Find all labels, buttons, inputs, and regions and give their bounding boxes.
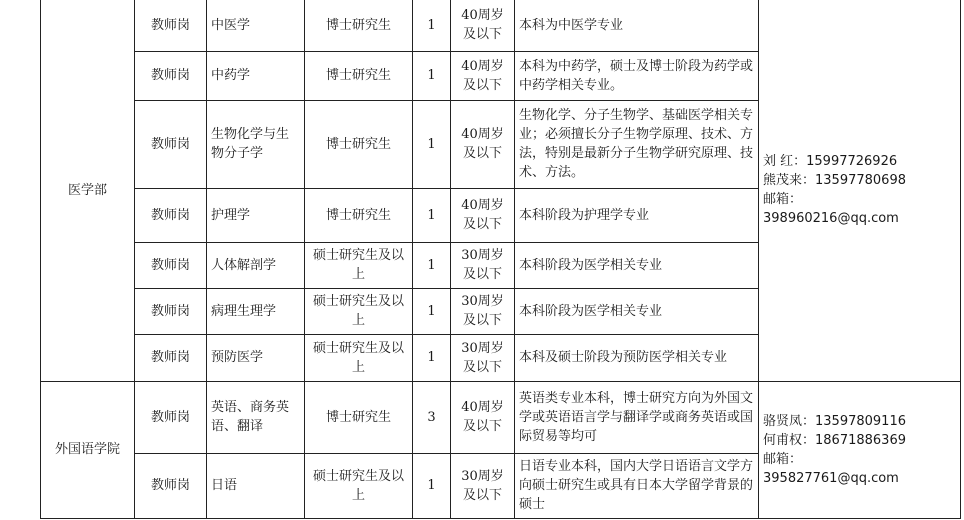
post-cell: 教师岗 — [135, 242, 207, 288]
major-cell: 护理学 — [207, 188, 305, 242]
major-cell: 中药学 — [207, 51, 305, 100]
department-name: 医学部 — [41, 0, 135, 381]
degree-cell: 硕士研究生及以上 — [305, 242, 413, 288]
count-cell: 1 — [413, 242, 451, 288]
count-cell: 1 — [413, 288, 451, 334]
count-cell: 1 — [413, 100, 451, 188]
age-cell: 40周岁及以下 — [451, 100, 515, 188]
age-cell: 30周岁及以下 — [451, 334, 515, 381]
major-cell: 人体解剖学 — [207, 242, 305, 288]
post-cell: 教师岗 — [135, 0, 207, 51]
post-cell: 教师岗 — [135, 51, 207, 100]
degree-cell: 博士研究生 — [305, 381, 413, 453]
post-cell: 教师岗 — [135, 453, 207, 518]
requirement-cell: 本科阶段为护理学专业 — [515, 188, 759, 242]
post-cell: 教师岗 — [135, 334, 207, 381]
email-label: 邮箱： — [763, 192, 803, 208]
department-name: 外国语学院 — [41, 381, 135, 518]
requirement-cell: 日语专业本科，国内大学日语语言文学方向硕士研究生或具有日本大学留学背景的硕士 — [515, 453, 759, 518]
post-cell: 教师岗 — [135, 288, 207, 334]
count-cell: 1 — [413, 0, 451, 51]
requirement-cell: 生物化学、分子生物学、基础医学相关专业；必须擅长分子生物学原理、技术、方法，特别是最新分子生物学研究原理、技术、方法。 — [515, 100, 759, 188]
degree-cell: 硕士研究生及以上 — [305, 453, 413, 518]
major-cell: 中医学 — [207, 0, 305, 51]
recruitment-table — [40, 0, 961, 519]
age-cell: 40周岁及以下 — [451, 0, 515, 51]
age-cell: 40周岁及以下 — [451, 188, 515, 242]
requirement-cell: 英语类专业本科，博士研究方向为外国文学或英语语言学与翻译学或商务英语或国际贸易等均可 — [515, 381, 759, 453]
major-cell: 预防医学 — [207, 334, 305, 381]
degree-cell: 博士研究生 — [305, 0, 413, 51]
contact-cell — [759, 0, 961, 381]
contact-cell — [759, 381, 961, 518]
degree-cell: 硕士研究生及以上 — [305, 334, 413, 381]
email-label: 邮箱： — [763, 451, 803, 467]
requirement-cell: 本科为中药学，硕士及博士阶段为药学或中药学相关专业。 — [515, 51, 759, 100]
requirement-cell: 本科为中医学专业 — [515, 0, 759, 51]
degree-cell: 博士研究生 — [305, 100, 413, 188]
degree-cell: 硕士研究生及以上 — [305, 288, 413, 334]
count-cell: 1 — [413, 188, 451, 242]
email-address: 398960216@qq.com — [763, 211, 899, 227]
major-cell: 英语、商务英语、翻译 — [207, 381, 305, 453]
degree-cell: 博士研究生 — [305, 188, 413, 242]
age-cell: 40周岁及以下 — [451, 51, 515, 100]
count-cell: 1 — [413, 334, 451, 381]
degree-cell: 博士研究生 — [305, 51, 413, 100]
count-cell: 1 — [413, 453, 451, 518]
email-address: 395827761@qq.com — [763, 470, 899, 486]
contact-person-2: 何甫权：18671886369 — [763, 432, 906, 448]
requirement-cell: 本科阶段为医学相关专业 — [515, 242, 759, 288]
contact-person-2: 熊茂来：13597780698 — [763, 173, 906, 189]
count-cell: 1 — [413, 51, 451, 100]
major-cell: 生物化学与生物分子学 — [207, 100, 305, 188]
age-cell: 30周岁及以下 — [451, 288, 515, 334]
contact-person-1: 刘 红：15997726926 — [763, 154, 898, 170]
post-cell: 教师岗 — [135, 100, 207, 188]
age-cell: 30周岁及以下 — [451, 242, 515, 288]
age-cell: 30周岁及以下 — [451, 453, 515, 518]
requirement-cell: 本科及硕士阶段为预防医学相关专业 — [515, 334, 759, 381]
count-cell: 3 — [413, 381, 451, 453]
major-cell: 病理生理学 — [207, 288, 305, 334]
age-cell: 40周岁及以下 — [451, 381, 515, 453]
table-row — [41, 0, 961, 51]
post-cell: 教师岗 — [135, 381, 207, 453]
table-row — [41, 381, 961, 453]
contact-person-1: 骆贤凤：13597809116 — [763, 413, 906, 429]
requirement-cell: 本科阶段为医学相关专业 — [515, 288, 759, 334]
post-cell: 教师岗 — [135, 188, 207, 242]
major-cell: 日语 — [207, 453, 305, 518]
